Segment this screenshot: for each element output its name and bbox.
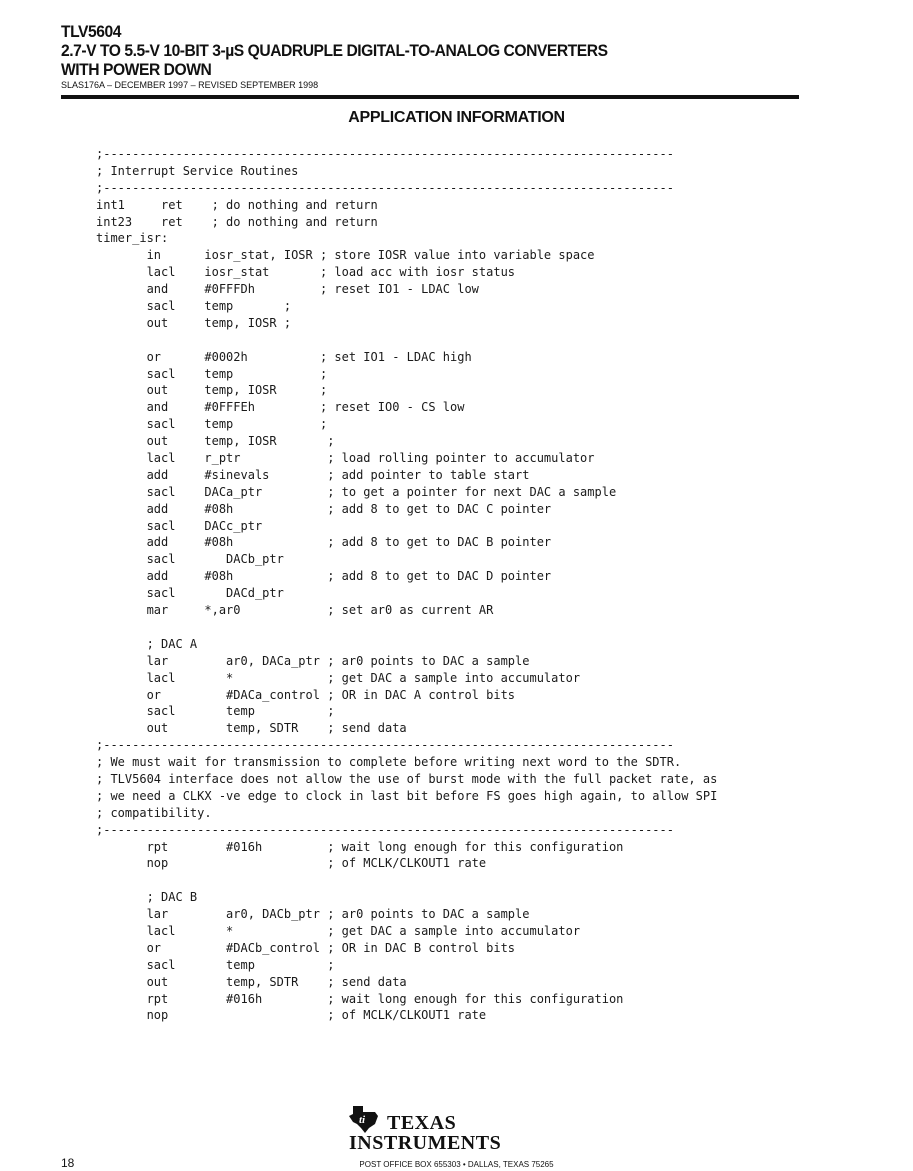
part-number: TLV5604 — [61, 22, 121, 41]
ti-logo — [345, 1104, 505, 1160]
code-line: in iosr_stat, IOSR ; store IOSR value into variable space — [96, 248, 595, 263]
code-line: lacl * ; get DAC a sample into accumulator — [96, 670, 581, 685]
code-line: sacl DACc_ptr — [96, 518, 263, 533]
code-line: or #DACb_control ; OR in DAC B control bits — [96, 940, 516, 955]
section-title: APPLICATION INFORMATION — [348, 109, 565, 126]
page-header — [61, 22, 801, 91]
code-line: sacl temp ; — [96, 417, 328, 432]
code-line: ; we need a CLKX -ve edge to clock in last bit before FS goes high again, to allow SPI — [96, 788, 718, 803]
code-line: sacl DACb_ptr — [96, 552, 284, 567]
header-rule — [61, 95, 799, 99]
code-line: sacl temp ; — [96, 299, 292, 314]
code-line: sacl temp ; — [96, 957, 335, 972]
code-line: nop ; of MCLK/CLKOUT1 rate — [96, 1008, 487, 1023]
code-line: ;------------------------------------------------------------------------------- — [96, 738, 674, 753]
code-line: timer_isr: — [96, 231, 169, 246]
code-line: rpt #016h ; wait long enough for this configuration — [96, 839, 624, 854]
code-line: nop ; of MCLK/CLKOUT1 rate — [96, 856, 487, 871]
code-line: or #DACa_control ; OR in DAC A control bits — [96, 687, 516, 702]
code-line: int1 ret ; do nothing and return — [96, 197, 378, 212]
code-line: ; TLV5604 interface does not allow the use of burst mode with the full packet rate, as — [96, 771, 718, 786]
code-line: int23 ret ; do nothing and return — [96, 214, 378, 229]
code-line: ; We must wait for transmission to complete before writing next word to the SDTR. — [96, 755, 682, 770]
code-line: out temp, SDTR ; send data — [96, 721, 407, 736]
document-revision-info: SLAS176A – DECEMBER 1997 – REVISED SEPTEMBER 1998 — [61, 80, 319, 90]
code-line: add #08h ; add 8 to get to DAC B pointer — [96, 535, 552, 550]
code-line: out temp, IOSR ; — [96, 315, 292, 330]
code-line: sacl DACd_ptr — [96, 586, 284, 601]
document-title-line2: WITH POWER DOWN — [61, 60, 212, 79]
code-line: ;------------------------------------------------------------------------------- — [96, 147, 674, 161]
code-line: lar ar0, DACb_ptr ; ar0 points to DAC a sample — [96, 907, 530, 922]
code-line: ; compatibility. — [96, 805, 212, 820]
code-listing — [96, 146, 796, 1024]
code-line: rpt #016h ; wait long enough for this configuration — [96, 991, 624, 1006]
code-line — [96, 619, 796, 636]
code-line: lacl r_ptr ; load rolling pointer to accumulator — [96, 451, 595, 466]
code-line — [96, 332, 796, 349]
code-line: and #0FFFEh ; reset IO0 - CS low — [96, 400, 465, 415]
code-line: add #08h ; add 8 to get to DAC C pointer — [96, 501, 552, 516]
code-line: ; Interrupt Service Routines — [96, 163, 299, 178]
code-line: lacl * ; get DAC a sample into accumulator — [96, 923, 581, 938]
code-line: ;------------------------------------------------------------------------------- — [96, 180, 674, 195]
code-line: sacl DACa_ptr ; to get a pointer for next DAC a sample — [96, 484, 617, 499]
code-line: sacl temp ; — [96, 704, 335, 719]
code-line: out temp, IOSR ; — [96, 434, 335, 449]
code-line — [96, 872, 796, 889]
page-number: 18 — [61, 1156, 75, 1170]
code-line: or #0002h ; set IO1 - LDAC high — [96, 349, 472, 364]
texas-state-icon — [345, 1104, 381, 1134]
brand-instruments: INSTRUMENTS — [349, 1132, 502, 1154]
code-line: out temp, SDTR ; send data — [96, 974, 407, 989]
code-line: ; DAC A — [96, 636, 198, 651]
svg-text:ti: ti — [359, 1114, 366, 1126]
document-title-line1: 2.7-V TO 5.5-V 10-BIT 3-µS QUADRUPLE DIGITAL-TO-ANALOG CONVERTERS — [61, 41, 608, 60]
code-line: add #sinevals ; add pointer to table start — [96, 467, 530, 482]
code-line: mar *,ar0 ; set ar0 as current AR — [96, 603, 494, 618]
code-line: and #0FFFDh ; reset IO1 - LDAC low — [96, 282, 479, 297]
company-address: POST OFFICE BOX 655303 • DALLAS, TEXAS 75265 — [359, 1160, 554, 1169]
brand-texas: TEXAS — [387, 1112, 457, 1134]
code-line: ;------------------------------------------------------------------------------- — [96, 822, 674, 837]
code-line: lar ar0, DACa_ptr ; ar0 points to DAC a sample — [96, 653, 530, 668]
code-line: out temp, IOSR ; — [96, 383, 328, 398]
code-line: sacl temp ; — [96, 366, 328, 381]
code-line: lacl iosr_stat ; load acc with iosr status — [96, 265, 516, 280]
code-line: add #08h ; add 8 to get to DAC D pointer — [96, 569, 552, 584]
code-line: ; DAC B — [96, 890, 198, 905]
